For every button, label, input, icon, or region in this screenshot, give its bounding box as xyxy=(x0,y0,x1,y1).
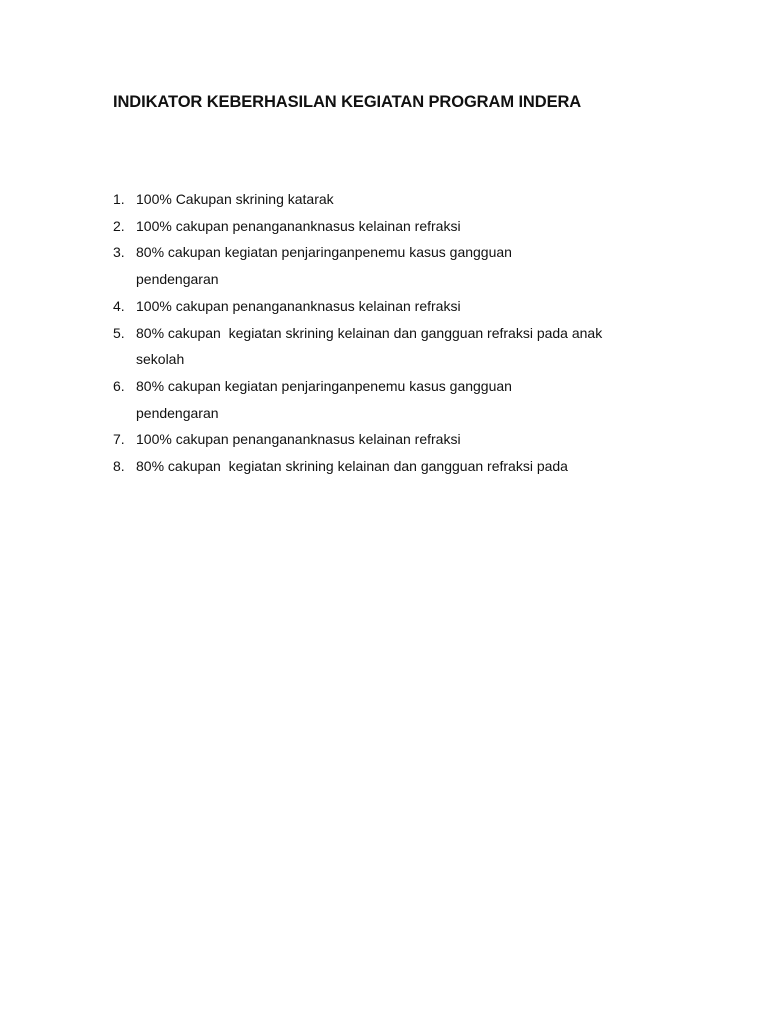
page-title: INDIKATOR KEBERHASILAN KEGIATAN PROGRAM INDERA xyxy=(113,93,582,111)
list-item xyxy=(113,373,673,426)
list-item xyxy=(113,320,673,373)
list-item xyxy=(113,426,673,453)
list-item-text: 80% cakupan kegiatan skrining kelainan dan gangguan refraksi pada anak sekolah xyxy=(136,324,603,368)
list-item-number: 3. xyxy=(113,244,125,261)
list-item xyxy=(113,453,673,480)
list-item xyxy=(113,239,673,292)
list-item-number: 2. xyxy=(113,217,125,234)
list-item-number: 6. xyxy=(113,377,125,394)
list-item-number: 5. xyxy=(113,324,125,341)
list-item-number: 8. xyxy=(113,458,125,475)
list-item-number: 1. xyxy=(113,191,125,207)
list-item xyxy=(113,186,673,213)
list-item-text: 80% cakupan kegiatan penjaringanpenemu kasus gangguan pendengaran xyxy=(136,244,512,288)
list-item xyxy=(113,293,673,320)
list-item-number: 4. xyxy=(113,297,125,314)
list-item-text: 100% cakupan penangananknasus kelainan refraksi xyxy=(136,217,461,234)
list-item-text: 80% cakupan kegiatan penjaringanpenemu kasus gangguan pendengaran xyxy=(136,377,512,421)
indicator-list xyxy=(113,186,673,480)
list-item xyxy=(113,213,673,240)
list-item-number: 7. xyxy=(113,431,125,448)
list-item-text: 80% cakupan kegiatan skrining kelainan dan gangguan refraksi pada xyxy=(136,458,568,475)
list-item-text: 100% cakupan penangananknasus kelainan refraksi xyxy=(136,431,461,448)
list-item-text: 100% Cakupan skrining katarak xyxy=(136,191,334,207)
list-item-text: 100% cakupan penangananknasus kelainan refraksi xyxy=(136,297,461,314)
